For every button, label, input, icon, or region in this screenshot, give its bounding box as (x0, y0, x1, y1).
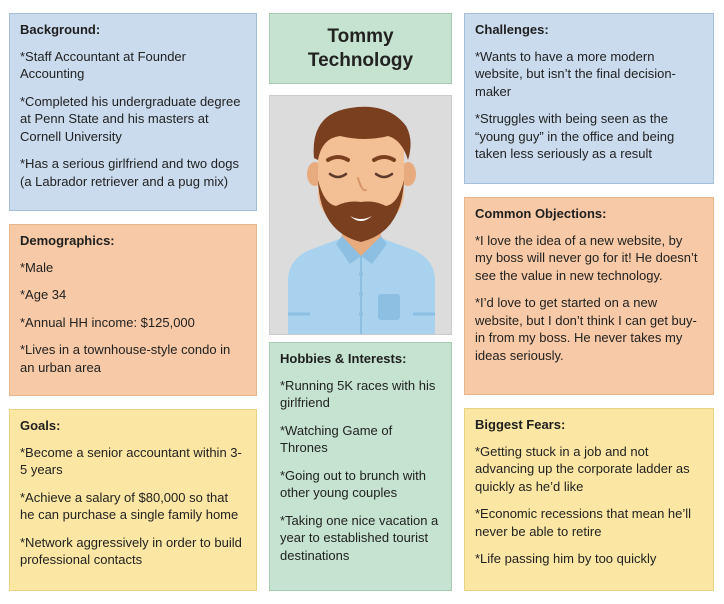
background-heading: Background: (20, 22, 101, 37)
demographics-heading: Demographics: (20, 233, 115, 248)
objections-card (464, 197, 714, 395)
objections-heading: Common Objections: (475, 206, 607, 221)
fears-card (464, 408, 714, 591)
demographics-item: *Age 34 (20, 287, 67, 302)
demographics-card (9, 224, 257, 396)
goals-item: *Become a senior accountant within 3-5 years (20, 444, 242, 477)
goals-card (9, 409, 257, 591)
hobbies-heading: Hobbies & Interests: (280, 351, 407, 366)
fears-item: *Life passing him by too quickly (475, 551, 657, 566)
background-item: *Staff Accountant at Founder Accounting (20, 48, 186, 81)
fears-item: *Economic recessions that mean he’ll never be able to retire (475, 506, 692, 539)
goals-item: *Achieve a salary of $80,000 so that he can purchase a single family home (20, 489, 239, 522)
background-card (9, 13, 257, 211)
hobbies-item: *Taking one nice vacation a year to established tourist destinations (280, 512, 439, 563)
objections-item: *I love the idea of a new website, by my boss will never go for it! He doesn’t see the value in new technology. (475, 232, 698, 283)
background-item: *Has a serious girlfriend and two dogs (a Labrador retriever and a pug mix) (20, 156, 239, 189)
persona-name: Tommy Technology (269, 13, 452, 84)
challenges-item: *Struggles with being seen as the “young guy” in the office and being taken less seriously as a result (475, 111, 675, 161)
hobbies-card (269, 342, 452, 591)
hobbies-item: *Going out to brunch with other young couples (280, 467, 426, 500)
persona-avatar (269, 95, 452, 335)
goals-heading: Goals: (20, 418, 61, 433)
objections-item: *I’d love to get started on a new website, but I don’t think I can get buy-in from my boss. He never takes my ideas seriously. (475, 295, 697, 363)
avatar-illustration (270, 96, 452, 335)
background-item: *Completed his undergraduate degree at Penn State and his masters at Cornell University (20, 93, 241, 144)
challenges-item: *Wants to have a more modern website, but isn’t the final decision-maker (475, 48, 676, 99)
fears-item: *Getting stuck in a job and not advancing up the corporate ladder as quickly as he’d like (475, 443, 690, 494)
fears-heading: Biggest Fears: (475, 417, 566, 432)
demographics-item: *Lives in a townhouse-style condo in an urban area (20, 342, 231, 375)
challenges-heading: Challenges: (475, 22, 549, 37)
goals-item: *Network aggressively in order to build professional contacts (20, 534, 242, 567)
demographics-item: *Annual HH income: $125,000 (20, 314, 195, 330)
hobbies-item: *Running 5K races with his girlfriend (280, 377, 436, 410)
hobbies-item: *Watching Game of Thrones (280, 422, 393, 455)
challenges-card (464, 13, 714, 184)
demographics-item: *Male (20, 259, 54, 275)
